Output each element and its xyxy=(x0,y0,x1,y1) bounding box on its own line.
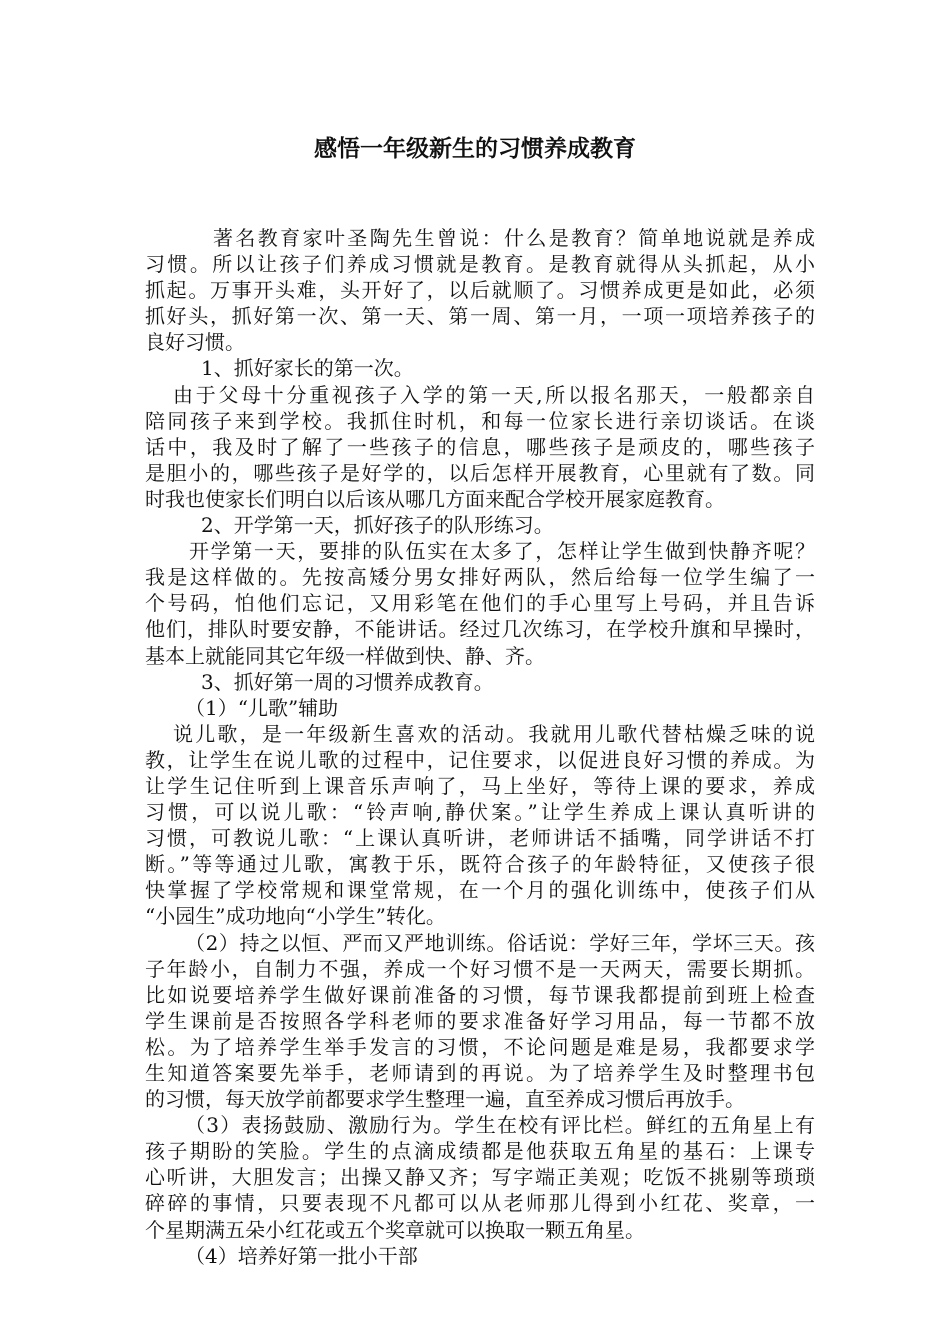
text-line: 习惯，可教说儿歌：“上课认真听讲，老师讲话不插嘴，同学讲话不打 xyxy=(145,826,815,851)
text-line: 著名教育家叶圣陶先生曾说：什么是教育？简单地说就是养成 xyxy=(213,226,815,250)
text-line: 学生课前是否按照各学科老师的要求准备好学习用品，每一节都不放 xyxy=(145,1008,815,1033)
text-line: 我是这样做的。先按高矮分男女排好两队，然后给每一位学生编了一 xyxy=(145,565,815,590)
text-line: 让学生记住听到上课音乐声响了，马上坐好，等待上课的要求，养成 xyxy=(145,773,815,798)
text-line: 个号码，怕他们忘记，又用彩笔在他们的手心里写上号码，并且告诉 xyxy=(145,591,815,616)
text-line: 抓起。万事开头难，头开好了，以后就顺了。习惯养成更是如此，必须 xyxy=(145,278,815,303)
text-line: 开学第一天，要排的队伍实在太多了，怎样让学生做到快静齐呢？ xyxy=(189,539,815,564)
text-line: 教，让学生在说儿歌的过程中，记住要求，以促进良好习惯的养成。为 xyxy=(145,747,815,772)
text-line: 2、开学第一天，抓好孩子的队形练习。 xyxy=(201,513,554,538)
document-title: 感悟一年级新生的习惯养成教育 xyxy=(314,135,636,162)
text-line: 良好习惯。 xyxy=(145,330,245,355)
text-line: 话中，我及时了解了一些孩子的信息，哪些孩子是顽皮的，哪些孩子 xyxy=(145,434,815,459)
text-line: 快掌握了学校常规和课堂常规，在一个月的强化训练中，使孩子们从 xyxy=(145,878,815,903)
text-line: 他们，排队时要安静，不能讲话。经过几次练习，在学校升旗和早操时， xyxy=(145,617,815,642)
text-line: 心听讲，大胆发言；出操又静又齐；写字端正美观；吃饭不挑剔等琐琐 xyxy=(145,1165,815,1190)
text-line: 习惯。所以让孩子们养成习惯就是教育。是教育就得从头抓起，从小 xyxy=(145,252,815,277)
text-line: 陪同孩子来到学校。我抓住时机，和每一位家长进行亲切谈话。在谈 xyxy=(145,408,815,433)
text-line: （3）表扬鼓励、激励行为。学生在校有评比栏。鲜红的五角星上有 xyxy=(185,1113,815,1138)
text-line: 3、抓好第一周的习惯养成教育。 xyxy=(201,669,494,694)
text-line: 1、抓好家长的第一次。 xyxy=(201,356,414,381)
text-line: 生知道答案要先举手，老师请到的再说。为了培养学生及时整理书包 xyxy=(145,1061,815,1085)
text-line: 时我也使家长们明白以后该从哪几方面来配合学校开展家庭教育。 xyxy=(145,486,725,511)
text-line: 个星期满五朵小红花或五个奖章就可以换取一颗五角星。 xyxy=(145,1217,645,1242)
text-line: 子年龄小，自制力不强，养成一个好习惯不是一天两天，需要长期抓。 xyxy=(145,956,815,981)
document-body xyxy=(145,225,815,1269)
text-line: 基本上就能同其它年级一样做到快、静、齐。 xyxy=(145,643,545,668)
text-line: 断。”等等通过儿歌，寓教于乐，既符合孩子的年龄特征，又使孩子很 xyxy=(145,852,815,877)
text-line: （1）“儿歌”辅助 xyxy=(185,695,339,720)
text-line: （2）持之以恒、严而又严地训练。俗话说：学好三年，学坏三天。孩 xyxy=(185,930,815,955)
text-line: （4）培养好第一批小干部 xyxy=(185,1243,418,1268)
text-line: 碎碎的事情，只要表现不凡都可以从老师那儿得到小红花、奖章，一 xyxy=(145,1191,815,1216)
text-line: 习惯，可以说儿歌：“铃声响,静伏案。”让学生养成上课认真听讲的 xyxy=(145,800,815,825)
text-line: “小园生”成功地向“小学生”转化。 xyxy=(145,904,446,929)
text-line: 由于父母十分重视孩子入学的第一天,所以报名那天，一般都亲自 xyxy=(173,382,815,407)
text-line: 抓好头，抓好第一次、第一天、第一周、第一月，一项一项培养孩子的 xyxy=(145,304,815,329)
text-line: 的习惯，每天放学前都要求学生整理一遍，直至养成习惯后再放手。 xyxy=(145,1087,745,1112)
text-line: 松。为了培养学生举手发言的习惯，不论问题是难是易，我都要求学 xyxy=(145,1034,815,1059)
text-line: 孩子期盼的笑脸。学生的点滴成绩都是他获取五角星的基石：上课专 xyxy=(145,1139,815,1164)
text-line: 是胆小的，哪些孩子是好学的，以后怎样开展教育，心里就有了数。同 xyxy=(145,460,815,485)
text-line: 比如说要培养学生做好课前准备的习惯，每节课我都提前到班上检查 xyxy=(145,982,815,1007)
text-line: 说儿歌，是一年级新生喜欢的活动。我就用儿歌代替枯燥乏味的说 xyxy=(173,721,815,746)
